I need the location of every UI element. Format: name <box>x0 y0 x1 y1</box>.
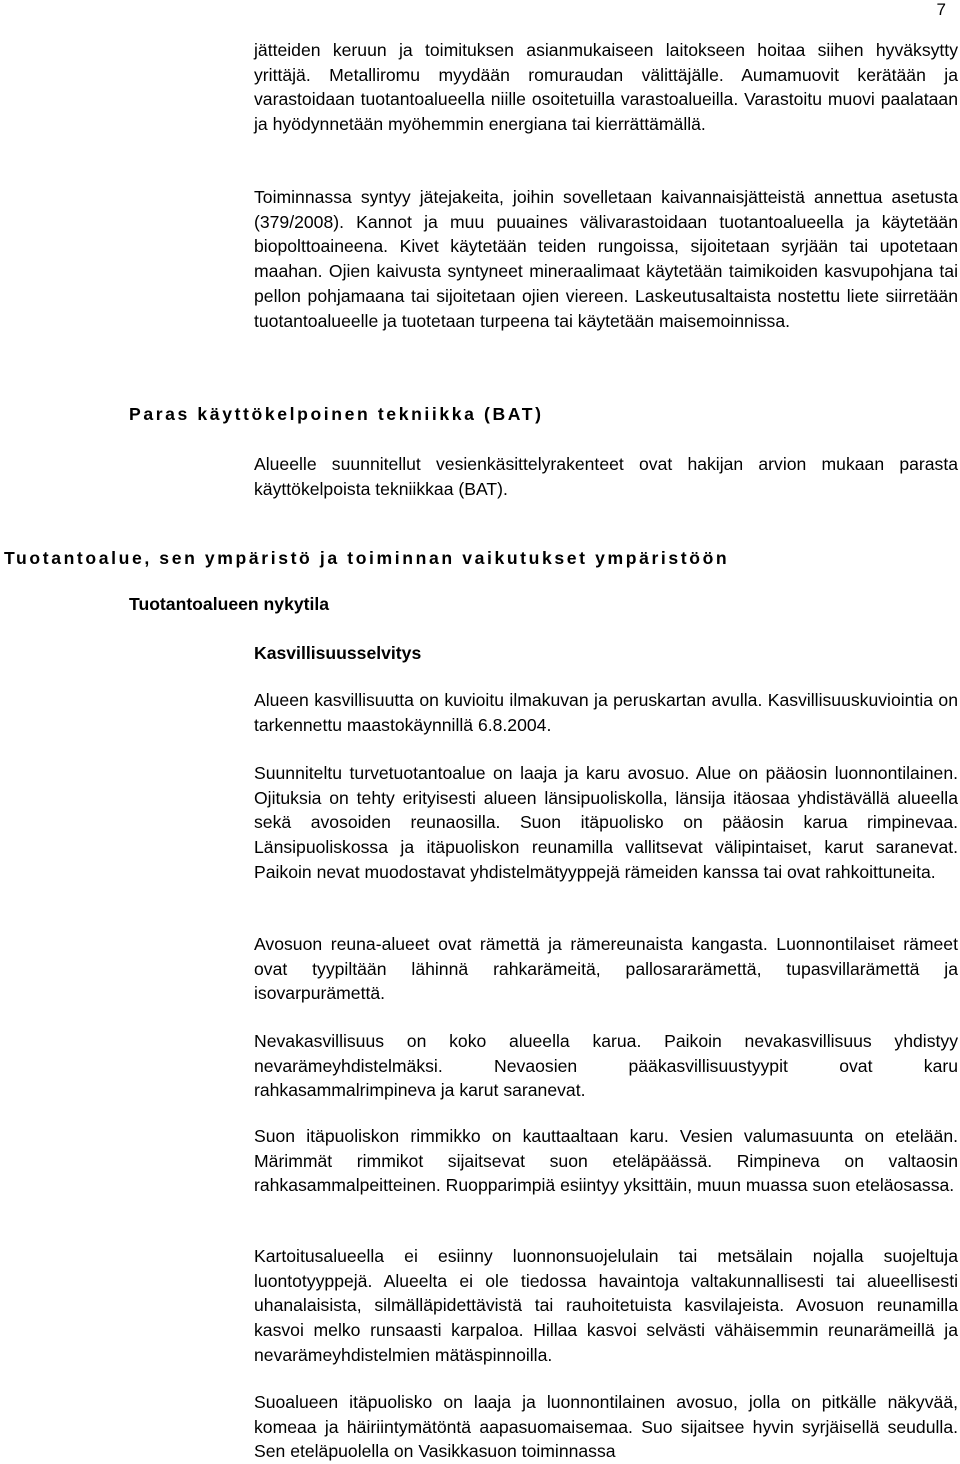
paragraph-bat: Alueelle suunnitellut vesienkäsittelyrakenteet ovat hakijan arvion mukaan parasta käyttökelpoista tekniikkaa (BAT). <box>254 454 958 499</box>
heading-current-state: Tuotantoalueen nykytila <box>129 594 330 614</box>
paragraph-open-bog: Suunniteltu turvetuotantoalue on laaja ja karu avosuo. Alue on pääosin luonnontilainen. Ojituksia on tehty erityisesti alueen länsipuoliskolla, länsija itäosaa yhdistävällä alueella sekä avosoiden reunaosilla. Suon itäpuolisko on pääosin karua rimpinevaa. Länsipuoliskossa ja itäpuoliskon reunamilla vallitsevat välipintaiset, karut saranevat. Paikoin nevat muodostavat yhdistelmätyyppejä rämeiden kanssa tai ovat rahkoittuneita. <box>254 763 958 882</box>
paragraph-bog-edges: Avosuon reuna-alueet ovat rämettä ja rämereunaista kangasta. Luonnontilaiset rämeet ovat tyypiltään lähinnä rahkarämeitä, pallosararämettä, tupasvillarämettä ja isovarpurämettä. <box>254 934 958 1004</box>
paragraph-fen-vegetation: Nevakasvillisuus on koko alueella karua. Paikoin nevakasvillisuus yhdistyy nevarämeyhdistelmäksi. Nevaosien pääkasvillisuustyypit ovat karu rahkasammalrimpineva ja karut saranevat. <box>254 1031 958 1101</box>
paragraph-extractive-waste: Toiminnassa syntyy jätejakeita, joihin sovelletaan kaivannaisjätteistä annettua asetusta (379/2008). Kannot ja muu puuaines välivarastoidaan tuotantoalueella ja käytetään biopolttoaineena. Kivet käytetään teiden rungoissa, sijoitetaan syrjään tai upotetaan maahan. Ojien kaivusta syntyneet mineraalimaat käytetään taimikoiden kasvupohjana tai pellon pohjamaana tai sijoitetaan ojien viereen. Laskeutusaltaista nostettu liete siirretään tuotantoalueelle ja tuotetaan turpeena tai käytetään maisemoinnissa. <box>254 187 958 331</box>
page-number: 7 <box>936 0 946 19</box>
paragraph-protected-habitats: Kartoitusalueella ei esiinny luonnonsuojelulain tai metsälain nojalla suojeltuja luontotyyppejä. Alueelta ei ole tiedossa havaintoja valtakunnallisesti tai alueellisesti uhanalaisista, silmälläpidettävistä tai rauhoitetuista kasvilajeista. Avosuon reunamilla kasvoi melko runsaasti karpaloa. Hillaa kasvoi selvästi vähäisemmin reunarämeillä ja nevarämeyhdistelmien mätäspinnoilla. <box>254 1246 958 1365</box>
heading-production-area-impacts: Tuotantoalue, sen ympäristö ja toiminnan vaikutukset ympäristöön <box>4 548 730 568</box>
heading-vegetation-survey: Kasvillisuusselvitys <box>254 643 422 663</box>
paragraph-eastern-flarks: Suon itäpuoliskon rimmikko on kauttaaltaan karu. Vesien valumasuunta on etelään. Märimmät rimmikot sijaitsevat suon eteläpäässä. Rimpineva on valtaosin rahkasammalpeitteinen. Ruopparimpiä esiintyy yksittäin, muun muassa suon eteläosassa. <box>254 1126 958 1196</box>
paragraph-waste-collection: jätteiden keruun ja toimituksen asianmukaiseen laitokseen hoitaa siihen hyväksytty yrittäjä. Metalliromu myydään romuraudan välittäjälle. Aumamuovit kerätään ja varastoidaan tuotantoalueella niille osoitetuilla varastoalueilla. Varastoitu muovi paalataan ja hyödynnetään myöhemmin energiana tai kierrättämällä. <box>254 40 958 135</box>
paragraph-vegetation-mapping: Alueen kasvillisuutta on kuvioitu ilmakuvan ja peruskartan avulla. Kasvillisuuskuviointia on tarkennettu maastokäynnillä 6.8.2004. <box>254 690 958 735</box>
heading-bat: Paras käyttökelpoinen tekniikka (BAT) <box>129 404 544 424</box>
paragraph-landscape: Suoalueen itäpuolisko on laaja ja luonnontilainen avosuo, jolla on pitkälle näkyvää, komeaa ja häiriintymätöntä aapasuomaisemaa. Suo sijaitsee hyvin syrjäisellä seudulla. Sen eteläpuolella on Vasikkasuon toiminnassa <box>254 1392 958 1462</box>
